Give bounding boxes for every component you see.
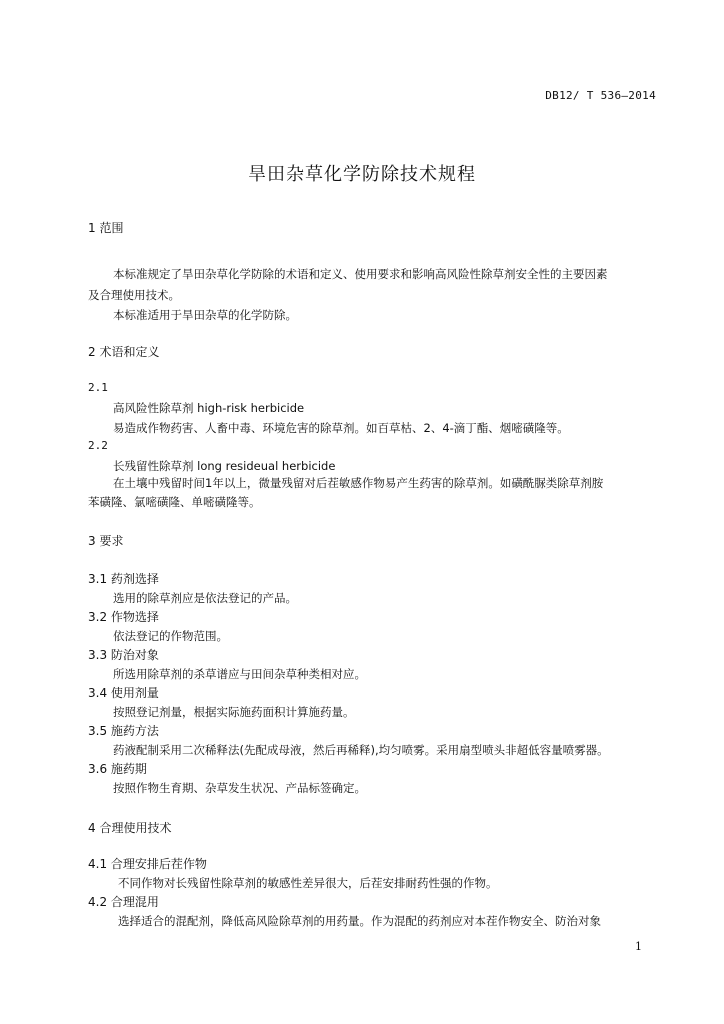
clause-3-2-heading: 3.2 作物选择 — [88, 610, 159, 624]
section-3-heading: 3 要求 — [88, 534, 124, 548]
standard-code: DB12/ T 536—2014 — [545, 89, 656, 102]
clause-3-4-text: 按照登记剂量，根据实际施药面积计算施药量。 — [113, 705, 355, 719]
section-1-paragraph-2: 本标准适用于旱田杂草的化学防除。 — [113, 308, 297, 322]
section-2-heading: 2 术语和定义 — [88, 345, 160, 359]
clause-4-2-text: 选择适合的混配剂，降低高风险除草剂的用药量。作为混配的药剂应对本茬作物安全、防治对象 — [118, 914, 601, 928]
section-4-heading: 4 合理使用技术 — [88, 821, 172, 835]
section-1-paragraph-1-line-2: 及合理使用技术。 — [88, 288, 180, 302]
clause-3-1-heading: 3.1 药剂选择 — [88, 572, 159, 586]
term-2-2-definition-line-1: 在土壤中残留时间1年以上，微量残留对后茬敏感作物易产生药害的除草剂。如磺酰脲类除草剂胺 — [113, 476, 604, 490]
term-2-1-definition: 易造成作物药害、人畜中毒、环境危害的除草剂。如百草枯、2、4-滴丁酯、烟嘧磺隆等。 — [113, 421, 569, 435]
term-2-1-title: 高风险性除草剂 high-risk herbicide — [113, 401, 305, 415]
document-title: 旱田杂草化学防除技术规程 — [248, 164, 476, 185]
clause-3-5-heading: 3.5 施药方法 — [88, 724, 159, 738]
clause-3-2-text: 依法登记的作物范围。 — [113, 629, 228, 643]
term-2-2-definition-line-2: 苯磺隆、氯嘧磺隆、单嘧磺隆等。 — [88, 495, 261, 509]
section-1-heading: 1 范围 — [88, 221, 124, 235]
clause-3-3-text: 所选用除草剂的杀草谱应与田间杂草种类相对应。 — [113, 667, 366, 681]
term-2-2-title: 长残留性除草剂 long resideual herbicide — [113, 459, 336, 473]
clause-3-6-heading: 3.6 施药期 — [88, 762, 147, 776]
page-number: 1 — [635, 940, 642, 953]
term-2-1-number: 2.1 — [88, 381, 108, 394]
clause-4-1-heading: 4.1 合理安排后茬作物 — [88, 857, 207, 871]
clause-3-3-heading: 3.3 防治对象 — [88, 648, 159, 662]
clause-4-2-heading: 4.2 合理混用 — [88, 895, 159, 909]
clause-3-6-text: 按照作物生育期、杂草发生状况、产品标签确定。 — [113, 781, 366, 795]
clause-4-1-text: 不同作物对长残留性除草剂的敏感性差异很大，后茬安排耐药性强的作物。 — [118, 876, 498, 890]
term-2-2-number: 2.2 — [88, 439, 108, 452]
clause-3-1-text: 选用的除草剂应是依法登记的产品。 — [113, 591, 297, 605]
clause-3-4-heading: 3.4 使用剂量 — [88, 686, 159, 700]
section-1-paragraph-1-line-1: 本标准规定了旱田杂草化学防除的术语和定义、使用要求和影响高风险性除草剂安全性的主要因素 — [113, 267, 608, 281]
clause-3-5-text: 药液配制采用二次稀释法(先配成母液，然后再稀释),均匀喷雾。采用扇型喷头非超低容量喷雾器。 — [113, 743, 609, 757]
